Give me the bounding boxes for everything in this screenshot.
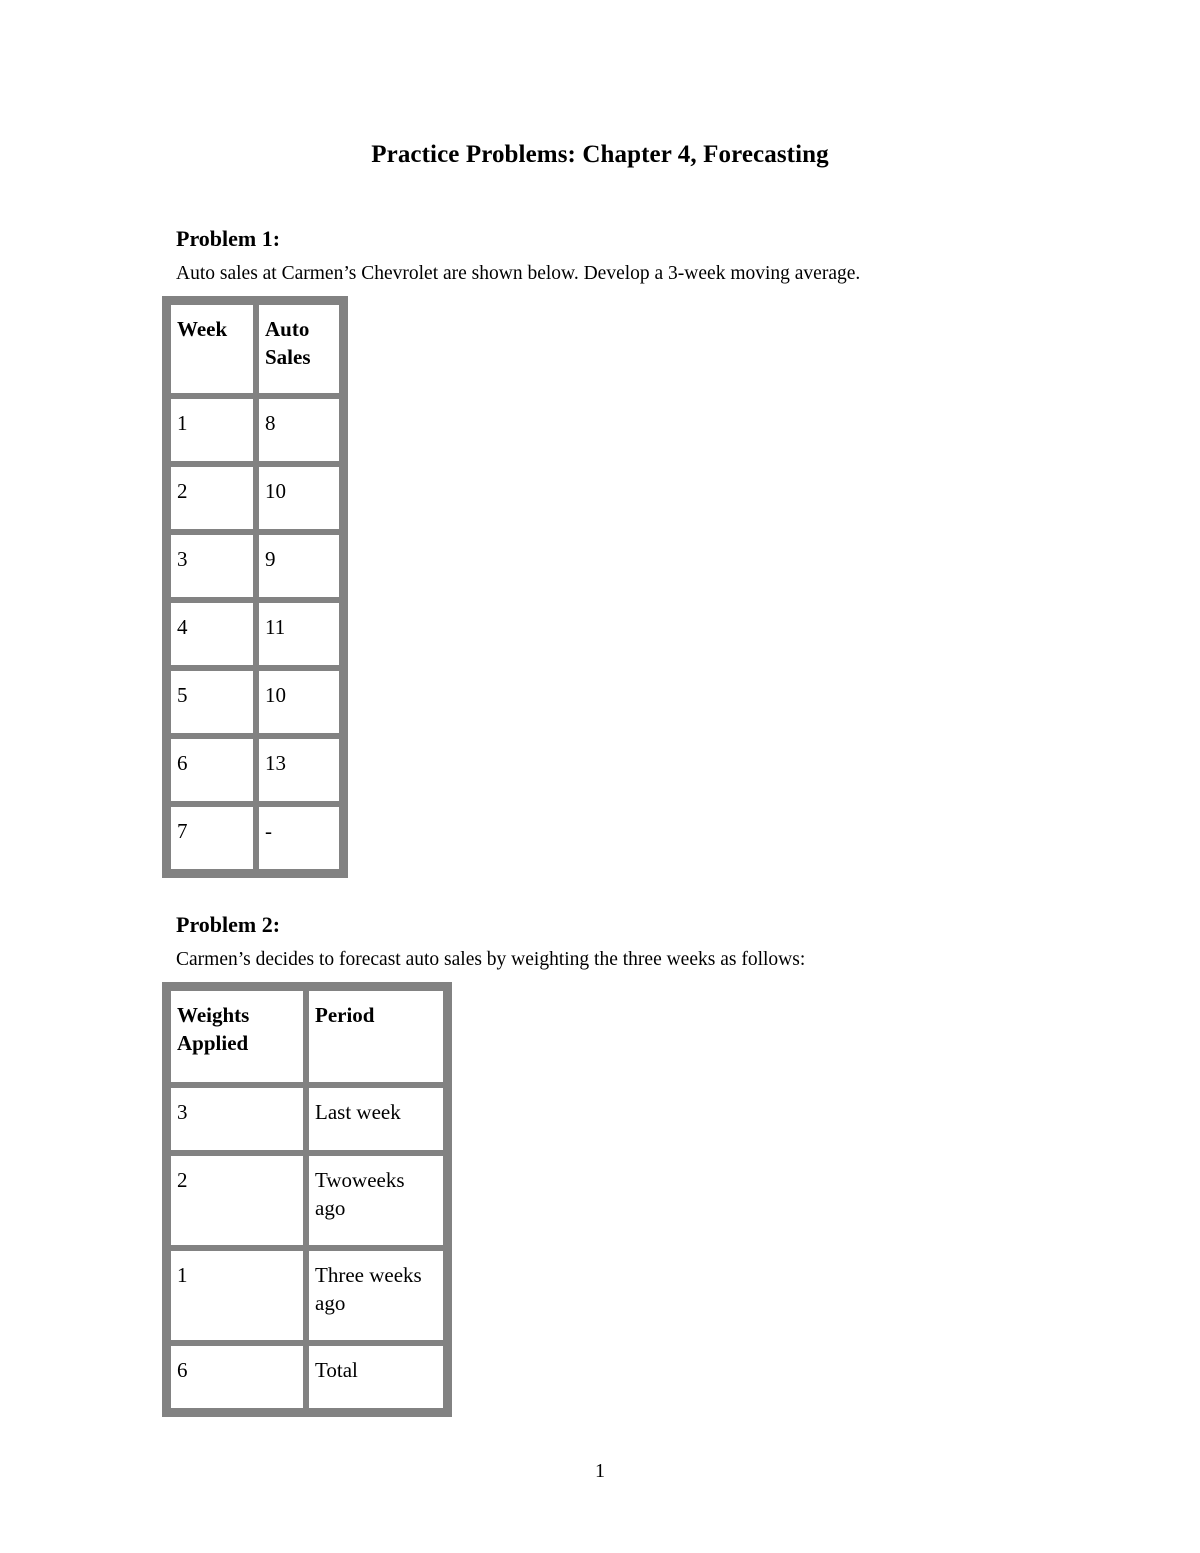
week-cell: 7: [170, 806, 254, 870]
weights-table: [162, 982, 452, 1417]
table-row: [170, 534, 340, 598]
column-header-weights-applied: Weights Applied: [170, 990, 304, 1083]
table-row: [170, 466, 340, 530]
page-number: 1: [595, 1460, 605, 1482]
weight-cell: 6: [170, 1345, 304, 1409]
week-cell: 2: [170, 466, 254, 530]
column-header-auto-sales: Auto Sales: [258, 304, 340, 394]
sales-cell: 11: [258, 602, 340, 666]
period-cell: Three weeks ago: [308, 1250, 444, 1341]
table-row: [170, 398, 340, 462]
week-cell: 1: [170, 398, 254, 462]
table-row: [170, 1087, 444, 1151]
weight-cell: 1: [170, 1250, 304, 1341]
sales-cell: 9: [258, 534, 340, 598]
week-cell: 6: [170, 738, 254, 802]
week-cell: 4: [170, 602, 254, 666]
table-row: [170, 1250, 444, 1341]
period-cell: Last week: [308, 1087, 444, 1151]
sales-cell: -: [258, 806, 340, 870]
table-row: [170, 602, 340, 666]
period-cell: Total: [308, 1345, 444, 1409]
table-row: [170, 670, 340, 734]
weight-cell: 2: [170, 1155, 304, 1246]
problem-2-text: Carmen’s decides to forecast auto sales by weighting the three weeks as follows:: [176, 949, 806, 970]
sales-cell: 13: [258, 738, 340, 802]
problem-2-heading: Problem 2:: [176, 912, 281, 937]
problem-1-heading: Problem 1:: [176, 226, 281, 251]
weight-cell: 3: [170, 1087, 304, 1151]
document-title: Practice Problems: Chapter 4, Forecasting: [371, 141, 829, 168]
column-header-period: Period: [308, 990, 444, 1083]
problem-1-text: Auto sales at Carmen’s Chevrolet are shown below. Develop a 3-week moving average.: [176, 263, 861, 284]
period-cell: Twoweeks ago: [308, 1155, 444, 1246]
week-cell: 3: [170, 534, 254, 598]
table-row: [170, 1155, 444, 1246]
sales-cell: 10: [258, 466, 340, 530]
sales-cell: 10: [258, 670, 340, 734]
column-header-week: Week: [170, 304, 254, 394]
table-row: [170, 738, 340, 802]
table-header-row: [170, 304, 340, 394]
table-row: [170, 1345, 444, 1409]
week-cell: 5: [170, 670, 254, 734]
table-row: [170, 806, 340, 870]
sales-cell: 8: [258, 398, 340, 462]
table-header-row: [170, 990, 444, 1083]
auto-sales-table: [162, 296, 348, 878]
